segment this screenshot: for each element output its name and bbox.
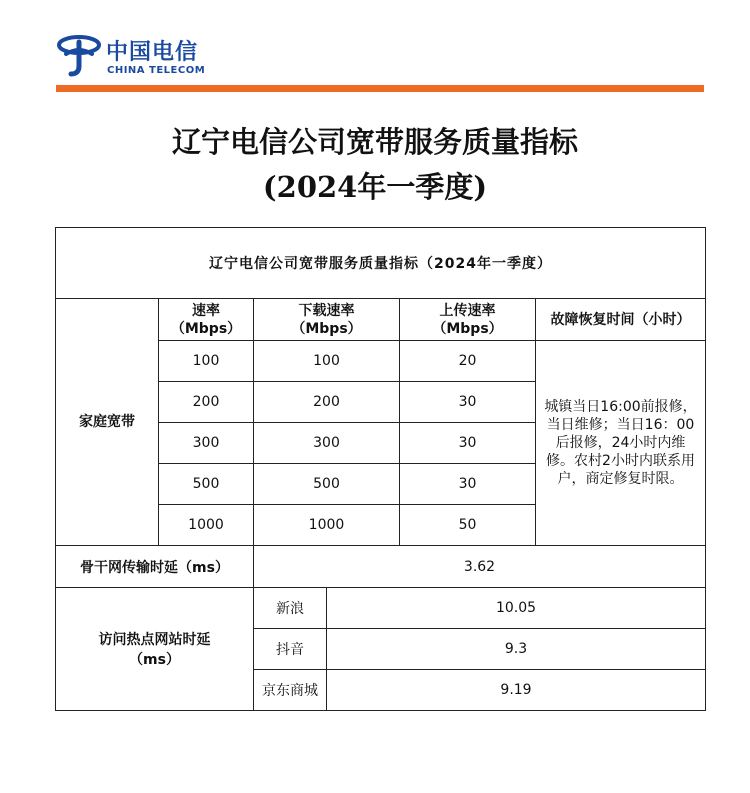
table-caption: 辽宁电信公司宽带服务质量指标（2024年一季度） <box>56 228 706 299</box>
upload-cell: 30 <box>400 382 536 423</box>
download-cell: 500 <box>254 464 400 505</box>
hot-sites-label: 访问热点网站时延 （ms） <box>56 588 254 711</box>
site-latency-cell: 9.3 <box>327 629 706 670</box>
download-cell: 200 <box>254 382 400 423</box>
upload-cell: 50 <box>400 505 536 546</box>
site-name-cell: 抖音 <box>254 629 327 670</box>
china-telecom-logo-icon <box>56 32 102 78</box>
backbone-value: 3.62 <box>254 546 706 588</box>
upload-cell: 30 <box>400 423 536 464</box>
logo-english-name: CHINA TELECOM <box>107 65 206 76</box>
rate-cell: 500 <box>159 464 254 505</box>
home-broadband-label: 家庭宽带 <box>56 299 159 546</box>
table-row <box>56 588 706 629</box>
rate-cell: 200 <box>159 382 254 423</box>
document-title: 辽宁电信公司宽带服务质量指标 <box>171 125 578 159</box>
upload-cell: 20 <box>400 341 536 382</box>
header-rule <box>56 85 704 92</box>
quality-table <box>55 227 706 711</box>
site-latency-cell: 10.05 <box>327 588 706 629</box>
site-name-cell: 京东商城 <box>254 670 327 711</box>
logo-chinese-name: 中国电信 <box>106 40 199 65</box>
rate-cell: 1000 <box>159 505 254 546</box>
upload-cell: 30 <box>400 464 536 505</box>
backbone-label: 骨干网传输时延（ms） <box>56 546 254 588</box>
header-upload: 上传速率 （Mbps） <box>400 299 536 341</box>
document-subtitle: (2024年一季度) <box>262 170 488 204</box>
site-name-cell: 新浪 <box>254 588 327 629</box>
download-cell: 100 <box>254 341 400 382</box>
china-telecom-logo <box>56 32 226 82</box>
rate-cell: 300 <box>159 423 254 464</box>
site-latency-cell: 9.19 <box>327 670 706 711</box>
rate-cell: 100 <box>159 341 254 382</box>
header-download: 下载速率 （Mbps） <box>254 299 400 341</box>
backbone-row <box>56 546 706 588</box>
header-repair-time: 故障恢复时间（小时） <box>536 299 706 341</box>
download-cell: 300 <box>254 423 400 464</box>
header-rate: 速率 （Mbps） <box>159 299 254 341</box>
repair-note: 城镇当日16:00前报修，当日维修；当日16：00后报修，24小时内维修。农村2小时内联系用户，商定修复时限。 <box>536 341 706 546</box>
download-cell: 1000 <box>254 505 400 546</box>
